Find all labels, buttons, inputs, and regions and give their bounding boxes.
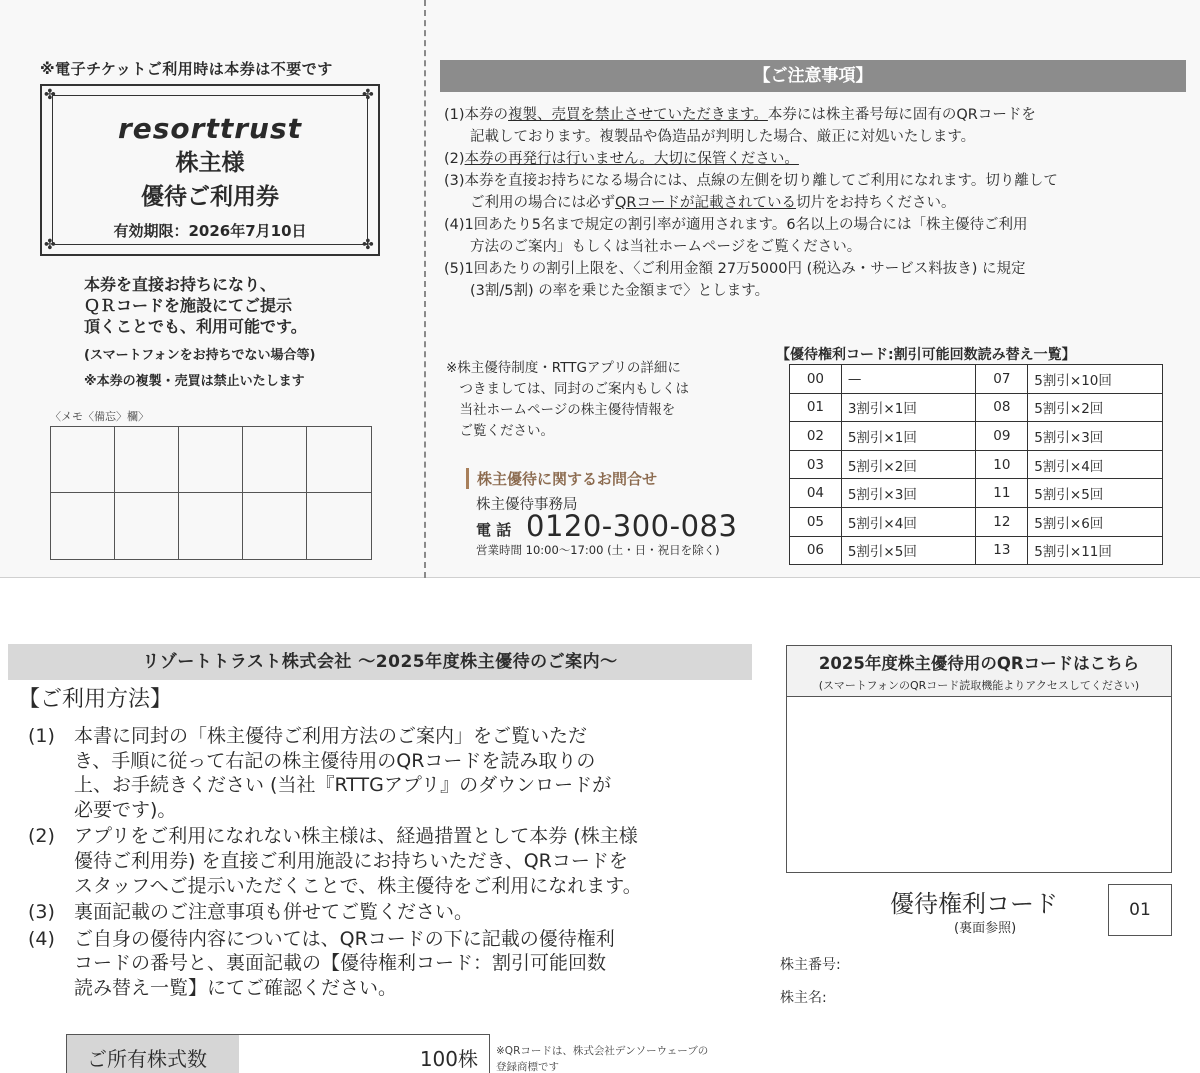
table-row xyxy=(790,422,1163,451)
usage-item-text: アプリをご利用になれない株主様は、経過措置として本券 (株主様 優待ご利用券) を直接ご利用施設にお持ちいただき、QRコードを スタッフへご提示いただくことで、株主優待をご利用になれます。 xyxy=(74,825,642,897)
table-row xyxy=(790,507,1163,536)
table-cell: 5割引×5回 xyxy=(841,536,976,565)
qr-code-area xyxy=(786,697,1172,873)
usage-item-number: (4) xyxy=(28,927,55,950)
memo-cell xyxy=(243,427,307,493)
memo-cell xyxy=(51,493,115,559)
qr-title: 2025年度株主優待用のQRコードはこちら xyxy=(818,654,1140,673)
usage-item xyxy=(28,824,748,898)
guide-banner: リゾートトラスト株式会社 〜2025年度株主優待のご案内〜 xyxy=(8,644,752,680)
usage-item-text: ご自身の優待内容については、QRコードの下に記載の優待権利 コードの番号と、裏面記載の【優待権利コード：割引可能回数 読み替え一覧】にてご確認ください。 xyxy=(74,927,615,999)
table-row xyxy=(790,365,1163,394)
caution-header: 【ご注意事項】 xyxy=(440,60,1186,92)
rttg-app-note: ※株主優待制度・RTTGアプリの詳細に つきましては、同封のご案内もしくは 当社ホームページの株主優待情報を ご覧ください。 xyxy=(446,360,689,439)
benefit-code-sub: (裏面参照) xyxy=(954,921,1017,936)
table-cell: 05 xyxy=(790,507,842,536)
e-ticket-note: ※電子チケットご利用時は本券は不要です xyxy=(40,60,333,78)
table-cell: 06 xyxy=(790,536,842,565)
memo-cell xyxy=(243,493,307,559)
business-hours: 営業時間 10:00〜17:00 (土・日・祝日を除く) xyxy=(476,543,720,557)
memo-cell xyxy=(307,493,371,559)
memo-cell xyxy=(179,493,243,559)
table-cell: 3割引×1回 xyxy=(841,393,976,422)
table-cell: 5割引×4回 xyxy=(841,507,976,536)
table-cell: 5割引×2回 xyxy=(841,450,976,479)
memo-label: 〈メモ〈備忘〉欄〉 xyxy=(50,410,149,423)
ticket-title-line2: 優待ご利用券 xyxy=(141,184,279,210)
shareholder-name-label: 株主名: xyxy=(780,990,827,1006)
usage-item-number: (3) xyxy=(28,901,55,924)
caution-underline: 本券の再発行は行いません。大切に保管ください。 xyxy=(464,151,799,167)
memo-cell xyxy=(307,427,371,493)
corner-ornament-icon: ✤ xyxy=(362,237,374,253)
table-cell: 00 xyxy=(790,365,842,394)
table-row xyxy=(790,450,1163,479)
shares-label: ご所有株式数 xyxy=(67,1035,239,1073)
table-cell: 12 xyxy=(976,507,1028,536)
table-row xyxy=(790,393,1163,422)
table-cell: 5割引×4回 xyxy=(1028,450,1163,479)
table-row xyxy=(790,479,1163,508)
table-cell: 01 xyxy=(790,393,842,422)
perforation-line xyxy=(424,0,426,578)
benefit-code-value: 01 xyxy=(1108,884,1172,936)
usage-item xyxy=(28,927,748,1001)
table-cell: 08 xyxy=(976,393,1028,422)
corner-ornament-icon: ✤ xyxy=(44,237,56,253)
usage-item-number: (2) xyxy=(28,825,55,848)
table-cell: 5割引×3回 xyxy=(841,479,976,508)
caution-item-2 xyxy=(444,148,1192,170)
caution-text: 切片をお持ちください。 xyxy=(796,195,956,211)
smartphone-note: (スマートフォンをお持ちでない場合等) xyxy=(84,348,316,363)
caution-item-4: (4)1回あたり5名まで規定の割引率が適用されます。6名以上の場合には「株主優待ご利用 xyxy=(444,217,1028,233)
code-table-title: 【優待権利コード:割引可能回数読み替え一覧】 xyxy=(776,347,1076,363)
caution-text: 本券には株主番号毎に固有のQRコードを xyxy=(767,107,1036,123)
shares-value: 100株 xyxy=(419,1047,478,1071)
table-cell: 5割引×5回 xyxy=(1028,479,1163,508)
caution-item-1 xyxy=(444,104,1192,126)
usage-item xyxy=(28,900,748,925)
contact-heading: 株主優待に関するお問合せ xyxy=(466,468,657,489)
table-cell: 04 xyxy=(790,479,842,508)
table-cell: 10 xyxy=(976,450,1028,479)
phone-label: 電 話 xyxy=(476,521,512,539)
table-cell: 11 xyxy=(976,479,1028,508)
copy-ban-note: ※本券の複製・売買は禁止いたします xyxy=(84,374,305,389)
table-cell: 5割引×6回 xyxy=(1028,507,1163,536)
qr-trademark-note: ※QRコードは、株式会社デンソーウェーブの 登録商標です xyxy=(496,1045,709,1073)
corner-ornament-icon: ✤ xyxy=(44,87,56,103)
shareholder-number-label: 株主番号: xyxy=(780,957,841,973)
brand-logo: resorttrust xyxy=(117,112,303,145)
table-cell: 07 xyxy=(976,365,1028,394)
caution-item-3: (3)本券を直接お持ちになる場合には、点線の左側を切り離してご利用になれます。切り離して xyxy=(444,173,1058,189)
caution-list xyxy=(444,104,1192,302)
caution-item-5: (5)1回あたりの割引上限を、〈ご利用金額 27万5000円 (税込み・サービス料抜き) に規定 xyxy=(444,261,1026,277)
caution-underline: 複製、売買を禁止させていただきます。 xyxy=(508,107,768,123)
table-cell: 5割引×10回 xyxy=(1028,365,1163,394)
table-cell: 03 xyxy=(790,450,842,479)
benefit-code-label: 優待権利コード xyxy=(890,890,1058,918)
table-cell: 5割引×1回 xyxy=(841,422,976,451)
phone-number: 0120-300-083 xyxy=(526,509,738,543)
direct-use-note: 本券を直接お持ちになり、 ＱＲコードを施設にてご提示 頂くことでも、利用可能です。 xyxy=(84,275,307,336)
corner-ornament-icon: ✤ xyxy=(362,87,374,103)
usage-item-text: 本書に同封の「株主優待ご利用方法のご案内」をご覧いただ き、手順に従って右記の株主優待用のQRコードを読み取りの 上、お手続きください (当社『RTTGアプリ』のダウンロードが 必要です)。 xyxy=(74,725,612,821)
table-cell: 5割引×11回 xyxy=(1028,536,1163,565)
table-cell: 5割引×2回 xyxy=(1028,393,1163,422)
caution-text: ご利用の場合には必ず xyxy=(470,195,615,211)
expiry-date: 有効期限：2026年7月10日 xyxy=(113,222,307,240)
memo-grid xyxy=(50,426,372,560)
table-row xyxy=(790,536,1163,565)
caution-item-1-cont: 記載しております。複製品や偽造品が判明した場合、厳正に対処いたします。 xyxy=(470,129,976,145)
memo-cell xyxy=(51,427,115,493)
caution-item-3-cont xyxy=(444,192,1192,214)
code-table xyxy=(789,364,1163,565)
caution-text: (1)本券の xyxy=(444,107,509,123)
caution-underline: QRコードが記載されている xyxy=(615,195,796,211)
table-cell: 09 xyxy=(976,422,1028,451)
table-cell: — xyxy=(841,365,976,394)
table-cell: 5割引×3回 xyxy=(1028,422,1163,451)
usage-item-text: 裏面記載のご注意事項も併せてご覧ください。 xyxy=(74,901,474,924)
caution-item-5-cont: (3割/5割) の率を乗じた金額まで〉とします。 xyxy=(470,283,770,299)
caution-item-4-cont: 方法のご案内」もしくは当社ホームページをご覧ください。 xyxy=(470,239,862,255)
memo-cell xyxy=(115,427,179,493)
memo-cell xyxy=(179,427,243,493)
qr-subtitle: (スマートフォンのQRコード読取機能よりアクセスしてください) xyxy=(818,679,1140,692)
table-cell: 02 xyxy=(790,422,842,451)
memo-cell xyxy=(115,493,179,559)
usage-item xyxy=(28,724,748,822)
usage-list xyxy=(28,724,748,1003)
usage-item-number: (1) xyxy=(28,725,55,747)
contact-office: 株主優待事務局 xyxy=(476,497,578,513)
table-cell: 13 xyxy=(976,536,1028,565)
caution-text: (2) xyxy=(444,151,465,167)
usage-title: 【ご利用方法】 xyxy=(18,687,173,712)
ticket-title-line1: 株主様 xyxy=(175,150,245,176)
